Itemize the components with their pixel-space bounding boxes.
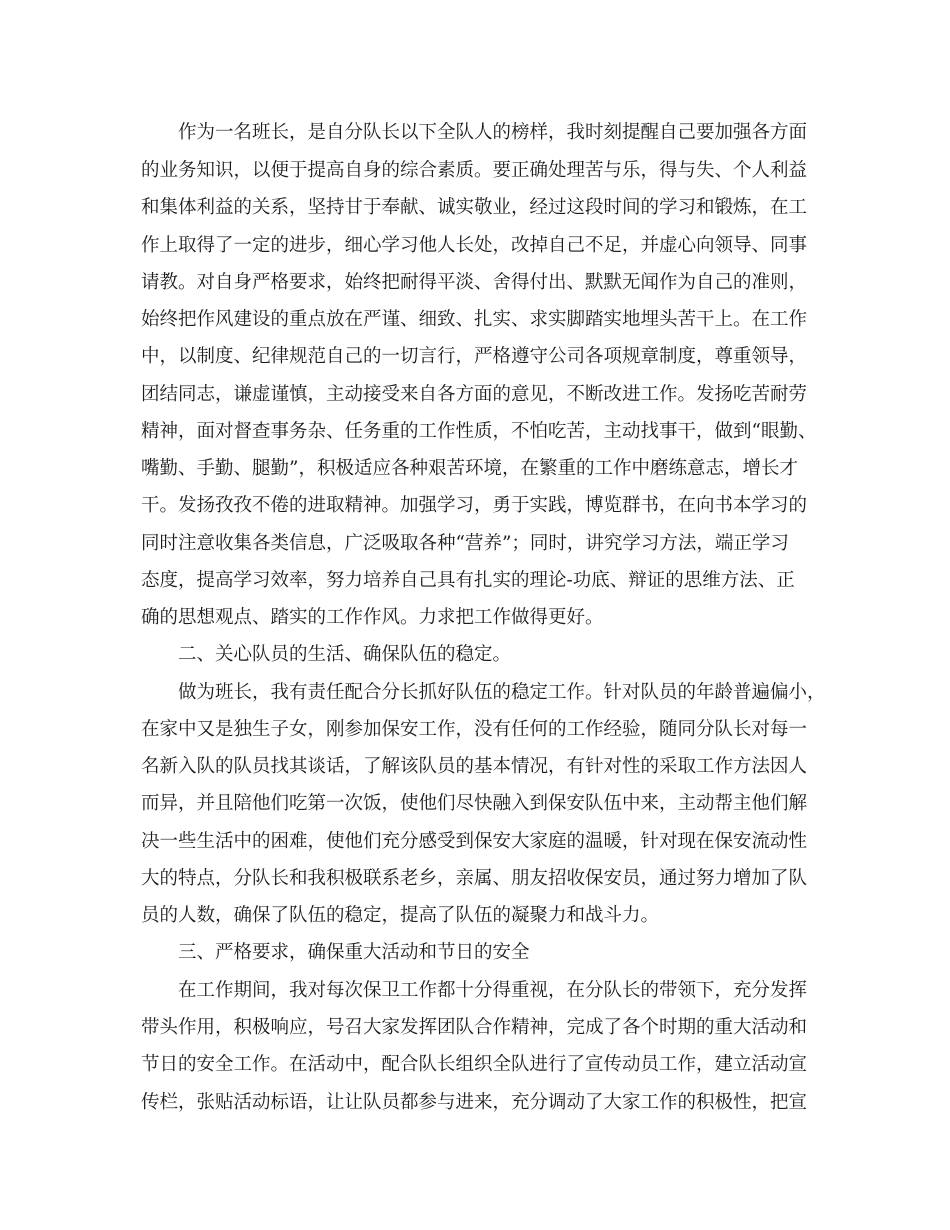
paragraph-line: 精神，面对督查事务杂、任务重的工作性质，不怕吃苦，主动找事干，做到“眼勤、 [141, 421, 817, 442]
paragraph-line: 作上取得了一定的进步，细心学习他人长处，改掉自己不足，并虚心向领导、同事 [141, 235, 808, 256]
paragraph-line: 团结同志，谦虚谨慎，主动接受来自各方面的意见，不断改进工作。发扬吃苦耐劳 [141, 384, 808, 405]
paragraph-line: 确的思想观点、踏实的工作作风。力求把工作做得更好。 [141, 607, 604, 628]
paragraph-line: 嘴勤、手勤、腿勤”，积极适应各种艰苦环境，在繁重的工作中磨练意志，增长才 [141, 458, 798, 479]
paragraph-line: 名新入队的队员找其谈话，了解该队员的基本情况，有针对性的采取工作方法因人 [141, 756, 808, 777]
paragraph-line: 而异，并且陪他们吃第一次饭，使他们尽快融入到保安队伍中来，主动帮主他们解 [141, 793, 808, 814]
paragraph-line: 在家中又是独生子女，刚参加保安工作，没有任何的工作经验，随同分队长对每一 [141, 719, 808, 740]
paragraph-line: 干。发扬孜孜不倦的进取精神。加强学习，勇于实践，博览群书，在向书本学习的 [141, 495, 808, 516]
paragraph-line: 态度，提高学习效率，努力培养自己具有扎实的理论-功底、辩证的思维方法、正 [141, 570, 795, 591]
paragraph-line: 传栏，张贴活动标语，让让队员都参与进来，充分调动了大家工作的积极性，把宣 [141, 1092, 808, 1113]
paragraph-line: 始终把作风建设的重点放在严谨、细致、扎实、求实脚踏实地埋头苦干上。在工作 [141, 309, 808, 330]
paragraph-line: 节日的安全工作。在活动中，配合队长组织全队进行了宣传动员工作，建立活动宣 [141, 1054, 808, 1075]
paragraph-line: 员的人数，确保了队伍的稳定，提高了队伍的凝聚力和战斗力。 [141, 905, 660, 926]
paragraph-line: 决一些生活中的困难，使他们充分感受到保安大家庭的温暖，针对现在保安流动性 [141, 831, 808, 852]
paragraph-line: 中，以制度、纪律规范自己的一切言行，严格遵守公司各项规章制度，尊重领导， [141, 346, 808, 367]
paragraph-line: 和集体利益的关系，坚持甘于奉献、诚实敬业，经过这段时间的学习和锻炼，在工 [141, 197, 808, 218]
paragraph-line: 同时注意收集各类信息，广泛吸取各种“营养”；同时，讲究学习方法，端正学习 [141, 533, 789, 554]
paragraph-line: 大的特点，分队长和我积极联系老乡，亲属、朋友招收保安员，通过努力增加了队 [141, 868, 808, 889]
paragraph-line: 的业务知识，以便于提高自身的综合素质。要正确处理苦与乐，得与失、个人利益 [141, 160, 808, 181]
paragraph-line: 作为一名班长，是自分队长以下全队人的榜样，我时刻提醒自己要加强各方面 [178, 122, 808, 143]
paragraph-line: 做为班长，我有责任配合分长抓好队伍的稳定工作。针对队员的年龄普遍偏小， [178, 682, 826, 703]
paragraph-line: 请教。对自身严格要求，始终把耐得平淡、舍得付出、默默无闻作为自己的准则， [141, 272, 808, 293]
section-heading: 三、严格要求，确保重大活动和节日的安全 [178, 942, 530, 963]
section-heading: 二、关心队员的生活、确保队伍的稳定。 [178, 644, 512, 665]
paragraph-line: 在工作期间，我对每次保卫工作都十分得重视，在分队长的带领下，充分发挥 [178, 980, 808, 1001]
paragraph-line: 带头作用，积极响应，号召大家发挥团队合作精神，完成了各个时期的重大活动和 [141, 1017, 808, 1038]
